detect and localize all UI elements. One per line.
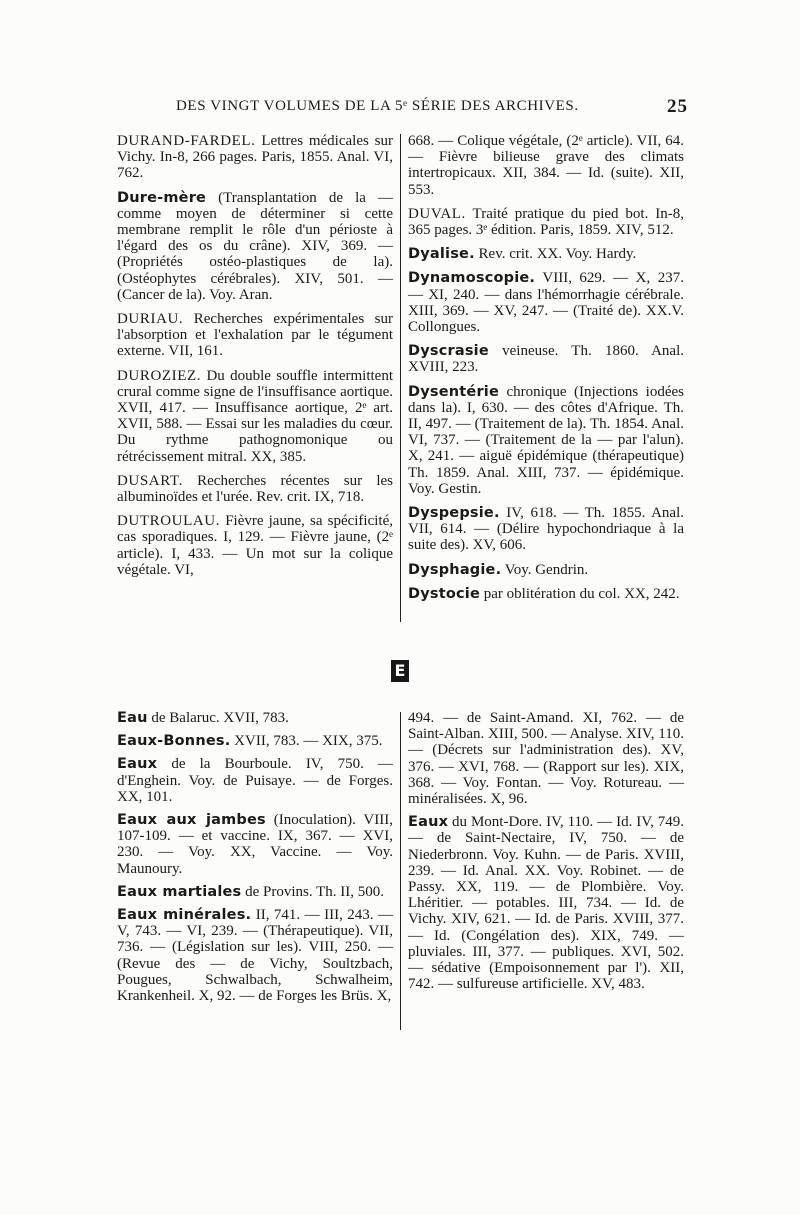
index-entry [117,907,393,1004]
entry-heading: Eaux martiales [117,883,242,900]
entry-heading: Dystocie [408,585,481,602]
index-entry [408,814,684,992]
entry-text: 668. — Colique végétale, (2ᵉ article). VII, 64. — Fièvre bilieuse grave des climats intertropicaux. XII, 384. — Id. (suite). XII, 553. [408,133,684,198]
column-bottom-left [117,710,393,1011]
index-entry [408,343,684,375]
column-divider-bottom [400,712,401,1030]
index-entry [408,562,684,578]
entry-heading: Eau [117,710,148,726]
entry-heading: DUVAL. [408,205,466,222]
index-entry [117,133,393,182]
entry-text: Lettres médicales sur Vichy. In-8, 266 pages. Paris, 1855. Anal. VI, 762. [117,133,393,182]
entry-heading: DURIAU. [117,311,184,328]
entry-text: (Inoculation). VIII, 107-109. — et vaccine. IX, 367. — XVI, 230. — Voy. XX, Vaccine. — Voy. Maunoury. [117,812,393,877]
index-entry [408,270,684,335]
entry-heading: Dyspepsie. [408,505,500,522]
entry-heading: Eaux minérales. [117,907,252,924]
entry-text: Du double souffle intermittent crural comme signe de l'insuffisance aortique. XVII, 417. — Insuffisance aortique, 2ᵉ art. XVII, 588. — Essai sur les maladies du cœur. Du rythme pathognomonique ou rétrécissement mitral. XX, 385. [117,367,393,465]
entry-heading: Dysphagie. [408,561,502,578]
index-entry [408,206,684,238]
entry-text: chronique (Injections iodées dans la). I, 630. — des côtes d'Afrique. Th. II, 497. — (Traitement de la). Th. 1854. Anal. VI, 737. — (Traitement de la — par l'alun). X, 241. — aiguë épidémique (thérapeutique) Th. 1859. Anal. XIII, 737. — épidémique. Voy. Gestin. [408,383,684,497]
section-letter-marker: E [391,660,409,682]
index-entry [117,368,393,465]
entry-heading: Dynamoscopie. [408,270,536,287]
entry-text: Rev. crit. XX. Voy. Hardy. [474,246,637,263]
index-entry [117,311,393,360]
index-entry [117,812,393,877]
index-entry [408,710,684,807]
column-top-right [408,133,684,610]
entry-text: de la Bourboule. IV, 750. — d'Enghein. Voy. de Puisaye. — de Forges. XX, 101. [117,756,393,805]
entry-heading: Dysentérie [408,383,499,400]
column-bottom-right [408,710,684,999]
entry-text: par oblitération du col. XX, 242. [480,585,680,602]
entry-text: de Provins. Th. II, 500. [241,883,385,900]
entry-text: Traité pratique du pied bot. In-8, 365 pages. 3ᵉ édition. Paris, 1859. XIV, 512. [408,205,684,239]
entry-heading: DURAND-FARDEL. [117,133,256,149]
entry-text: de Balaruc. XVII, 783. [147,710,289,726]
index-entry [117,733,393,749]
entry-text: IV, 618. — Th. 1855. Anal. VII, 614. — (Délire hypochondriaque à la suite des). XV, 606. [408,505,684,554]
entry-text: VIII, 629. — X, 237. — XI, 240. — dans l'hémorrhagie cérébrale. XIII, 369. — XV, 247. — (Traité de). XX.V. Collongues. [408,270,684,336]
entry-text: 494. — de Saint-Amand. XI, 762. — de Saint-Alban. XIII, 500. — Analyse. XIV, 110. — (Décrets sur l'administration des). XV, 376. — XVI, 768. — (Rapport sur les). XIX, 368. — Voy. Fontan. — Voy. Rotureau. — minéralisées. X, 96. [408,710,684,808]
entry-text: II, 741. — III, 243. — V, 743. — VI, 239. — (Thérapeutique). VII, 736. — (Législation sur les). VIII, 250. — (Revue des — de Vichy, Soultzbach, Pougues, Schwalbach, Schwalheim, Krankenheil. X, 92. — de Forges les Brüs. X, [117,907,393,1005]
index-entry [117,473,393,505]
index-entry [408,246,684,262]
entry-heading: Eaux [117,756,158,773]
entry-text: Recherches expérimentales sur l'absorption et l'exhalation par le tégument externe. VII, 161. [117,311,393,360]
index-entry [117,884,393,900]
running-title: DES VINGT VOLUMES DE LA 5ᵉ SÉRIE DES ARCHIVES. [176,98,579,114]
entry-heading: Dyscrasie [408,343,489,360]
index-entry [408,133,684,198]
page-number: 25 [667,96,688,117]
entry-heading: Dyalise. [408,246,475,263]
entry-heading: DUTROULAU. [117,513,221,530]
index-entry [408,505,684,554]
column-divider-top [400,134,401,622]
entry-text: XVII, 783. — XIX, 375. [230,733,383,750]
running-header [118,96,688,122]
entry-text: du Mont-Dore. IV, 110. — Id. IV, 749. — de Saint-Nectaire, IV, 750. — de Niederbronn. Voy. Kuhn. — de Paris. XVIII, 239. — Id. Anal. XX. Voy. Robinet. — de Passy. XX, 119. — de Plombière. Voy. Lhéritier. — potables. III, 734. — Id. de Vichy. XIV, 621. — Id. de Paris. XVIII, 377. — Id. (Congélation des). XIX, 749. — pluviales. III, 377. — publiques. XVI, 502. — sédative (Empoisonnement par l'). XII, 742. — sulfureuse artificielle. XV, 483. [408,814,684,993]
entry-heading: DUROZIEZ. [117,367,202,384]
index-entry [408,586,684,602]
entry-heading: DUSART. [117,472,183,489]
entry-heading: Eaux [408,814,449,831]
entry-heading: Eaux-Bonnes. [117,733,231,750]
index-entry [117,756,393,805]
entry-text: veineuse. Th. 1860. Anal. XVIII, 223. [408,343,684,376]
entry-text: Recherches récentes sur les albuminoïdes et l'urée. Rev. crit. IX, 718. [117,472,393,506]
entry-heading: Dure-mère [117,189,207,206]
entry-text: (Transplantation de la — comme moyen de déterminer si cette membrane remplit le rôle d'un périoste à l'égard des os du crâne). XIV, 369. — (Propriétés ostéo-plastiques de la). (Ostéophytes cérébrales). XIV, 501. — (Cancer de la). Voy. Aran. [117,189,393,303]
index-entry [408,384,684,497]
entry-heading: Eaux aux jambes [117,812,266,829]
index-entry [117,513,393,578]
index-entry [117,190,393,303]
entry-text: Fièvre jaune, sa spécificité, cas sporadiques. I, 129. — Fièvre jaune, (2ᵉ article). I, 433. — Un mot sur la colique végétale. VI, [117,513,393,578]
column-top-left [117,133,393,586]
entry-text: Voy. Gendrin. [501,561,589,578]
index-entry [117,710,393,726]
